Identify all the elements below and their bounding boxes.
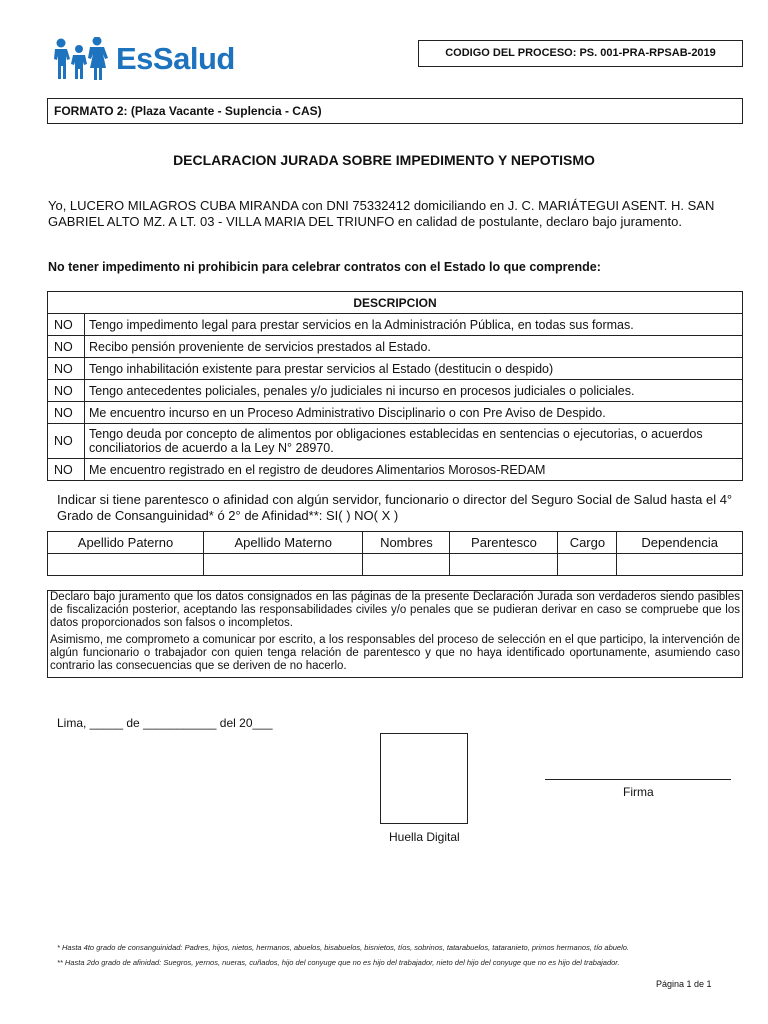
- table-row: [48, 380, 743, 402]
- table-row: [48, 459, 743, 481]
- description-cell: Tengo impedimento legal para prestar servicios en la Administración Pública, en todas sus formas.: [85, 314, 743, 336]
- legal-paragraph: Asimismo, me comprometo a comunicar por escrito, a los responsables del proceso de selección en el que participo, la intervención de algún funcionario o trabajador con quien tenga relación de parentesco y que no haya identificado oportunamente, asumiendo caso contrario las consecuencias que se deriven de no hacerlo.: [50, 634, 740, 672]
- answer-cell: NO: [48, 358, 85, 380]
- table-row: [48, 358, 743, 380]
- column-header: Dependencia: [617, 532, 743, 554]
- table-row: [48, 402, 743, 424]
- answer-cell: NO: [48, 459, 85, 481]
- kinship-table: [47, 531, 743, 576]
- table-header-row: [48, 532, 743, 554]
- table-row: [48, 424, 743, 459]
- brand-name: EsSalud: [116, 41, 235, 76]
- description-cell: Me encuentro incurso en un Proceso Administrativo Disciplinario o con Pre Aviso de Despido.: [85, 402, 743, 424]
- empty-cell[interactable]: [363, 554, 450, 576]
- signature-label: Firma: [623, 785, 654, 799]
- family-figures-icon: [52, 37, 116, 81]
- empty-cell[interactable]: [558, 554, 617, 576]
- answer-cell: NO: [48, 336, 85, 358]
- column-header: Cargo: [558, 532, 617, 554]
- answer-cell: NO: [48, 402, 85, 424]
- empty-cell[interactable]: [450, 554, 558, 576]
- section-subtitle: No tener impedimento ni prohibicin para celebrar contratos con el Estado lo que comprende:: [48, 260, 601, 274]
- description-header: DESCRIPCION: [48, 292, 743, 314]
- fingerprint-box: [380, 733, 468, 824]
- empty-cell[interactable]: [203, 554, 362, 576]
- answer-cell: NO: [48, 314, 85, 336]
- document-title: DECLARACION JURADA SOBRE IMPEDIMENTO Y NEPOTISMO: [173, 152, 595, 168]
- description-cell: Tengo antecedentes policiales, penales y/o judiciales ni incurso en procesos judiciales o policiales.: [85, 380, 743, 402]
- process-code-box: CODIGO DEL PROCESO: PS. 001-PRA-RPSAB-2019: [418, 40, 743, 67]
- empty-cell[interactable]: [617, 554, 743, 576]
- description-cell: Recibo pensión proveniente de servicios prestados al Estado.: [85, 336, 743, 358]
- fingerprint-label: Huella Digital: [389, 830, 460, 844]
- kinship-question: Indicar si tiene parentesco o afinidad con algún servidor, funcionario o director del Seguro Social de Salud hasta el 4° Grado de Consanguinidad* ó 2° de Afinidad**: SI( ) NO( X ): [57, 492, 733, 523]
- description-cell: Me encuentro registrado en el registro de deudores Alimentarios Morosos-REDAM: [85, 459, 743, 481]
- footnote: * Hasta 4to grado de consanguinidad: Padres, hijos, nietos, hermanos, abuelos, bisabuelos, bisnietos, tíos, sobrinos, tatarabuelos, tataranieto, primos hermanos, tío abuelo.: [57, 943, 630, 952]
- table-row: [48, 336, 743, 358]
- footnote: ** Hasta 2do grado de afinidad: Suegros, yernos, nueras, cuñados, hijo del conyuge que no es hijo del trabajador, nieto del hijo del conyuge que no es hijo del trabajador.: [57, 958, 620, 967]
- answer-cell: NO: [48, 380, 85, 402]
- signature-line: [545, 779, 731, 780]
- answer-cell: NO: [48, 424, 85, 459]
- description-table: [47, 291, 743, 481]
- column-header: Apellido Paterno: [48, 532, 204, 554]
- description-cell: Tengo inhabilitación existente para prestar servicios al Estado (destitucin o despido): [85, 358, 743, 380]
- column-header: Nombres: [363, 532, 450, 554]
- description-cell: Tengo deuda por concepto de alimentos por obligaciones establecidas en sentencias o ejecutorias, o acuerdos conciliatorios de acuerdo a la Ley N° 28970.: [85, 424, 743, 459]
- page-number: Página 1 de 1: [656, 979, 712, 989]
- date-line: Lima, _____ de ___________ del 20___: [57, 716, 273, 730]
- table-row: [48, 554, 743, 576]
- empty-cell[interactable]: [48, 554, 204, 576]
- column-header: Parentesco: [450, 532, 558, 554]
- table-row: [48, 314, 743, 336]
- essalud-logo: [52, 37, 242, 83]
- column-header: Apellido Materno: [203, 532, 362, 554]
- format-label-box: FORMATO 2: (Plaza Vacante - Suplencia - CAS): [47, 98, 743, 124]
- legal-paragraph: Declaro bajo juramento que los datos consignados en las páginas de la presente Declaración Jurada son verdaderos siendo pasibles de fiscalización posterior, aceptando las responsabilidades civiles y/o penales que se pudieran derivar en caso se compruebe que los datos proporcionados son falsos o incompletos.: [50, 591, 740, 629]
- declarant-statement: Yo, LUCERO MILAGROS CUBA MIRANDA con DNI 75332412 domiciliando en J. C. MARIÁTEGUI ASENT. H. SAN GABRIEL ALTO MZ. A LT. 03 - VILLA MARIA DEL TRIUNFO en calidad de postulante, declaro bajo juramento.: [48, 198, 715, 229]
- legal-declaration-box: [47, 590, 743, 678]
